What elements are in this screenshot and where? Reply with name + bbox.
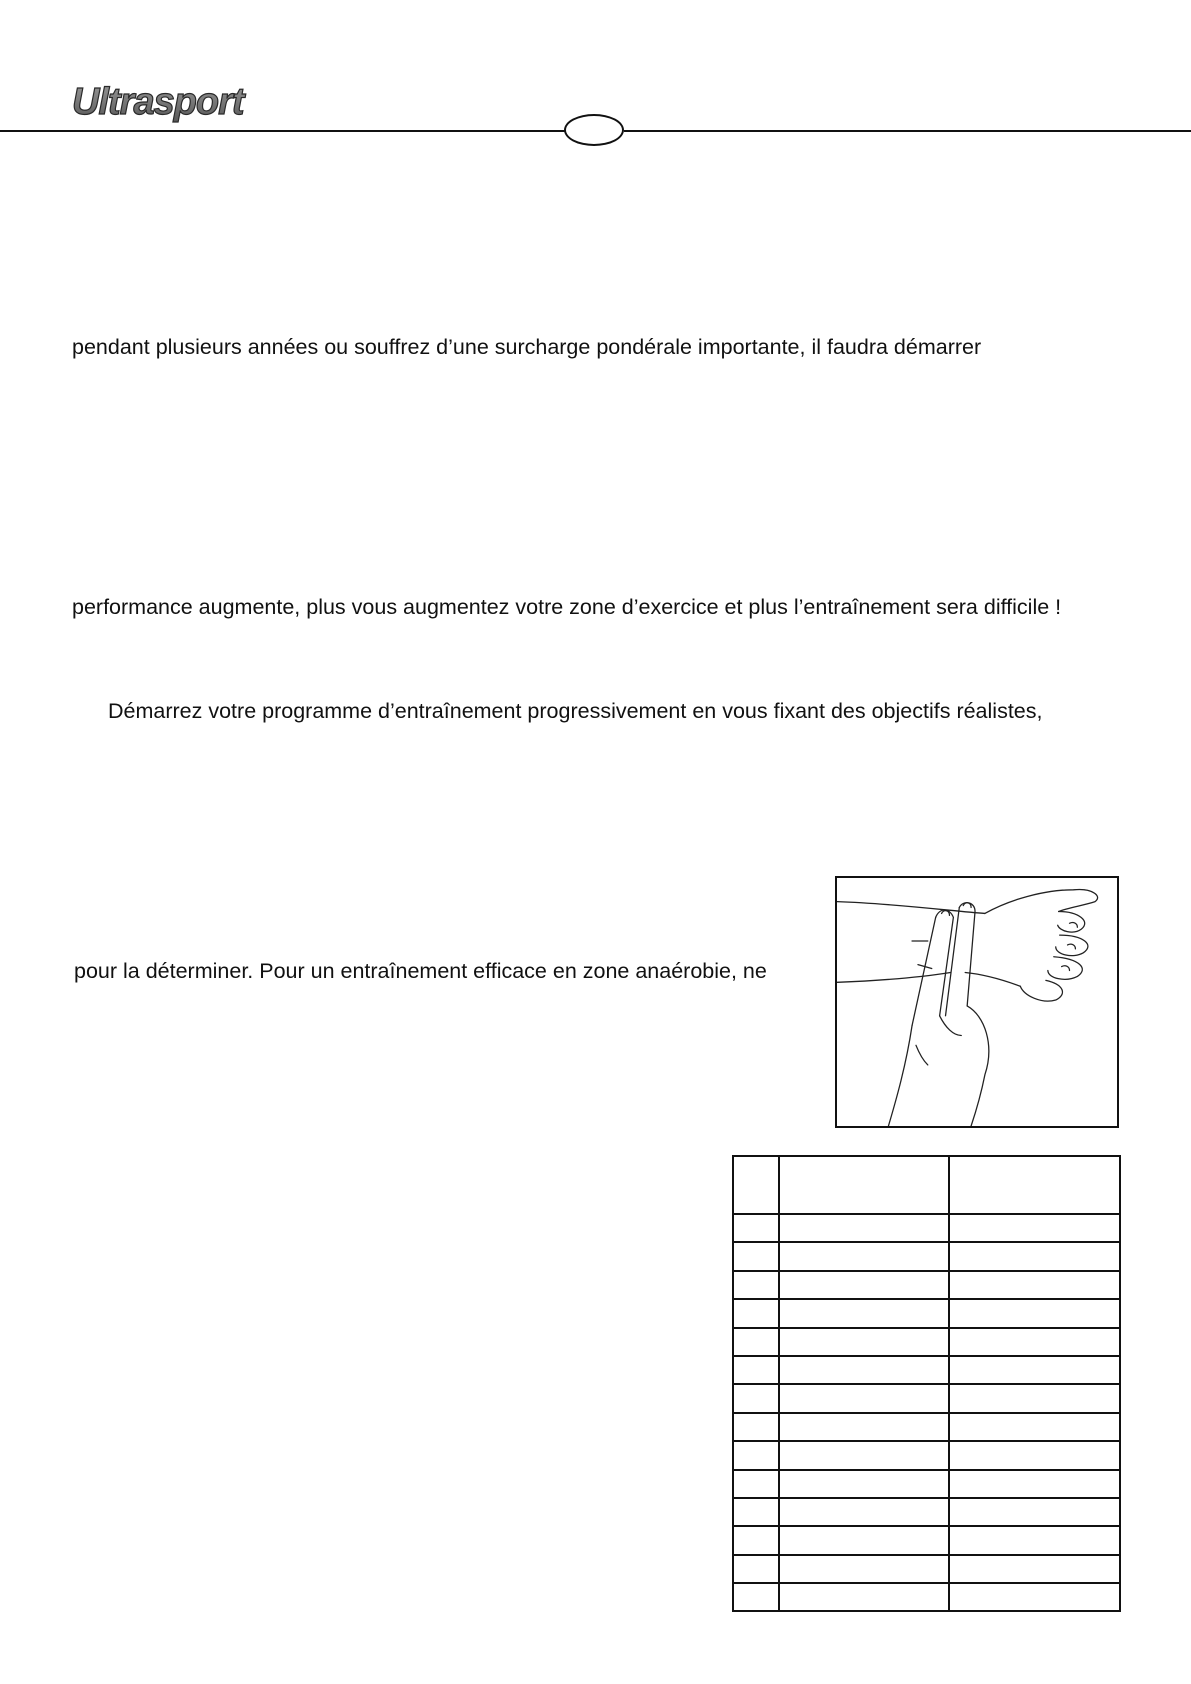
page-number-badge [564,114,624,146]
table-cell [779,1214,949,1242]
table-cell [779,1271,949,1299]
table-cell [733,1328,779,1356]
table-row [733,1526,1120,1554]
table-cell [779,1498,949,1526]
table-row [733,1328,1120,1356]
table-cell [779,1384,949,1412]
table-row [733,1583,1120,1611]
table-cell [779,1555,949,1583]
table-row [733,1242,1120,1270]
table-row [733,1413,1120,1441]
table-cell [949,1328,1120,1356]
table-cell [779,1328,949,1356]
table-cell [733,1555,779,1583]
table-cell [779,1299,949,1327]
header-rule-right [624,130,1191,132]
header-cell [779,1156,949,1214]
table-cell [733,1356,779,1384]
table-cell [733,1242,779,1270]
header-rule-left [0,130,566,132]
header-cell [733,1156,779,1214]
table-cell [733,1299,779,1327]
table-cell [779,1413,949,1441]
table-cell [733,1498,779,1526]
heart-rate-table [732,1155,1121,1612]
paragraph-line-1: pendant plusieurs années ou souffrez d’une surcharge pondérale importante, il faudra démarrer [72,335,982,359]
table-cell [949,1555,1120,1583]
table-cell [949,1384,1120,1412]
table-row [733,1214,1120,1242]
ultrasport-logo [70,82,430,124]
table-cell [949,1526,1120,1554]
table-cell [949,1356,1120,1384]
table-cell [779,1242,949,1270]
table-cell [949,1214,1120,1242]
table-row [733,1299,1120,1327]
table-cell [949,1441,1120,1469]
paragraph-line-2: performance augmente, plus vous augmentez votre zone d’exercice et plus l’entraînement sera difficile ! [72,595,1062,619]
table-cell [949,1271,1120,1299]
pulse-check-illustration [835,876,1119,1128]
table-row [733,1498,1120,1526]
table-cell [733,1526,779,1554]
table-cell [949,1299,1120,1327]
table-cell [733,1413,779,1441]
table-cell [779,1470,949,1498]
paragraph-line-3: Démarrez votre programme d’entraînement progressivement en vous fixant des objectifs réalistes, [108,699,1043,723]
table-row [733,1555,1120,1583]
svg-text:Ultrasport: Ultrasport [72,82,244,123]
table-row [733,1470,1120,1498]
table-cell [779,1526,949,1554]
table-cell [949,1242,1120,1270]
header-cell [949,1156,1120,1214]
table-row [733,1441,1120,1469]
table-cell [733,1214,779,1242]
table-cell [949,1470,1120,1498]
table-cell [779,1356,949,1384]
table-cell [779,1583,949,1611]
paragraph-line-4: pour la déterminer. Pour un entraînement efficace en zone anaérobie, ne [74,959,767,983]
table-cell [733,1470,779,1498]
table-cell [733,1583,779,1611]
table-cell [949,1413,1120,1441]
table-cell [949,1583,1120,1611]
table-cell [949,1498,1120,1526]
table-header-row [733,1156,1120,1214]
table-row [733,1271,1120,1299]
table-cell [733,1384,779,1412]
table-cell [733,1441,779,1469]
table-cell [779,1441,949,1469]
table-cell [733,1271,779,1299]
table-row [733,1356,1120,1384]
table-row [733,1384,1120,1412]
